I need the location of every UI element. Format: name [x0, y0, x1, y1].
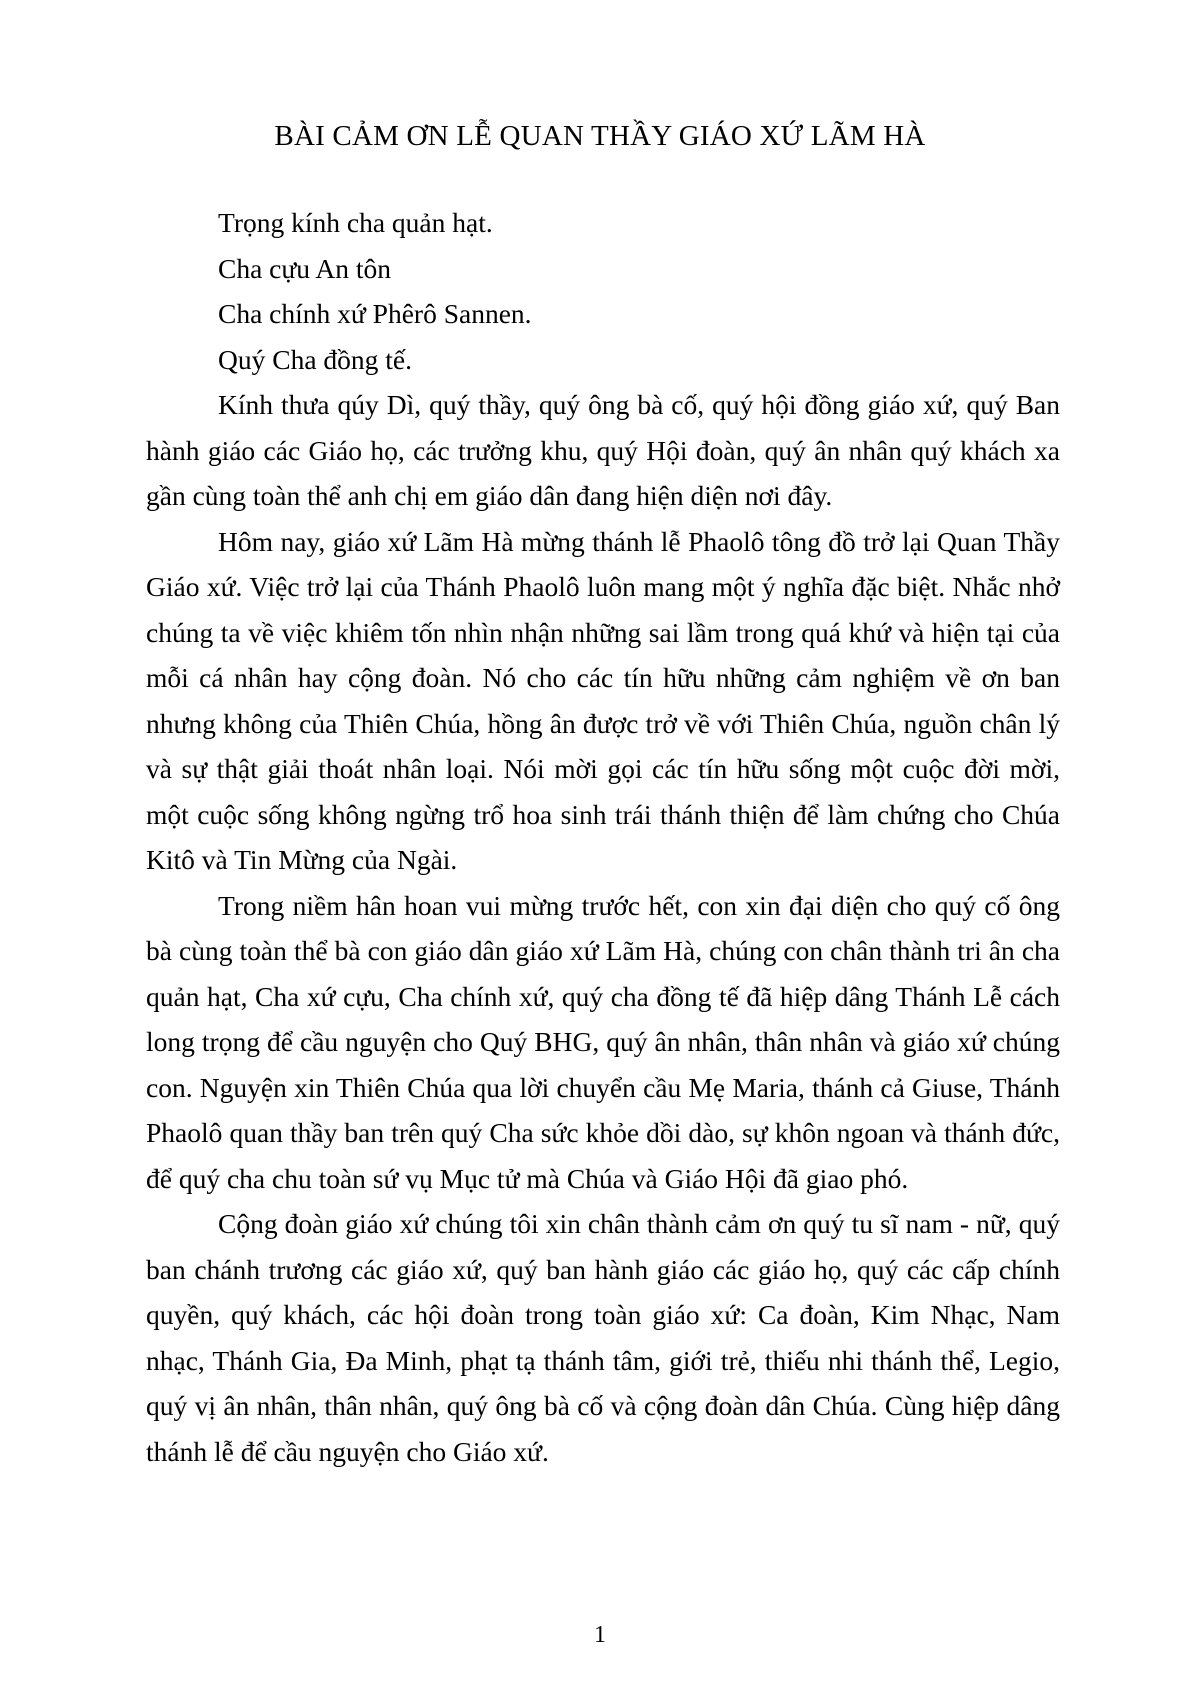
salutation-line: Trọng kính cha quản hạt. — [218, 207, 493, 238]
document-body — [146, 200, 1060, 1474]
salutation-line: Cha cựu An tôn — [218, 252, 392, 284]
paragraph-thanks-community: Cộng đoàn giáo xứ chúng tôi xin chân thành cảm ơn quý tu sĩ nam - nữ, quý ban chánh trương các giáo xứ, quý ban hành giáo các giáo họ, quý các cấp chính quyền, quý khách, các hội đoàn trong toàn giáo xứ: Ca đoàn, Kim Nhạc, Nam nhạc, Thánh Gia, Đa Minh, phạt tạ thánh tâm, giới trẻ, thiếu nhi thánh thể, Legio, quý vị ân nhân, thân nhân, quý ông bà cố và cộng đoàn dân Chúa. Cùng hiệp dâng thánh lễ để cầu nguyện cho Giáo xứ. — [146, 1208, 1060, 1467]
document-title: BÀI CẢM ƠN LỄ QUAN THẦY GIÁO XỨ LÃM HÀ — [274, 120, 926, 152]
salutation-line: Quý Cha đồng tế. — [218, 343, 413, 375]
paragraph-greeting: Kính thưa qúy Dì, quý thầy, quý ông bà cố, quý hội đồng giáo xứ, quý Ban hành giáo các Giáo họ, các trưởng khu, quý Hội đoàn, quý ân nhân quý khách xa gần cùng toàn thể anh chị em giáo dân đang hiện diện nơi đây. — [146, 389, 1060, 511]
salutation-line: Cha chính xứ Phêrô Sannen. — [218, 298, 532, 329]
page-number: 1 — [594, 1622, 606, 1648]
paragraph-thanks-priests: Trong niềm hân hoan vui mừng trước hết, con xin đại diện cho quý cố ông bà cùng toàn thể bà con giáo dân giáo xứ Lãm Hà, chúng con chân thành tri ân cha quản hạt, Cha xứ cựu, Cha chính xứ, quý cha đồng tế đã hiệp dâng Thánh Lễ cách long trọng để cầu nguyện cho Quý BHG, quý ân nhân, thân nhân và giáo xứ chúng con. Nguyện xin Thiên Chúa qua lời chuyển cầu Mẹ Maria, thánh cả Giuse, Thánh Phaolô quan thầy ban trên quý Cha sức khỏe dồi dào, sự khôn ngoan và thánh đức, để quý cha chu toàn sứ vụ Mục tử mà Chúa và Giáo Hội đã giao phó. — [146, 889, 1060, 1194]
paragraph-feast-intro: Hôm nay, giáo xứ Lãm Hà mừng thánh lễ Phaolô tông đồ trở lại Quan Thầy Giáo xứ. Việc trở lại của Thánh Phaolô luôn mang một ý nghĩa đặc biệt. Nhắc nhở chúng ta về việc khiêm tốn nhìn nhận những sai lầm trong quá khứ và hiện tại của mỗi cá nhân hay cộng đoàn. Nó cho các tín hữu những cảm nghiệm về ơn ban nhưng không của Thiên Chúa, hồng ân được trở về với Thiên Chúa, nguồn chân lý và sự thật giải thoát nhân loại. Nói mời gọi các tín hữu sống một cuộc đời mời, một cuộc sống không ngừng trổ hoa sinh trái thánh thiện để làm chứng cho Chúa Kitô và Tin Mừng của Ngài. — [146, 525, 1060, 875]
